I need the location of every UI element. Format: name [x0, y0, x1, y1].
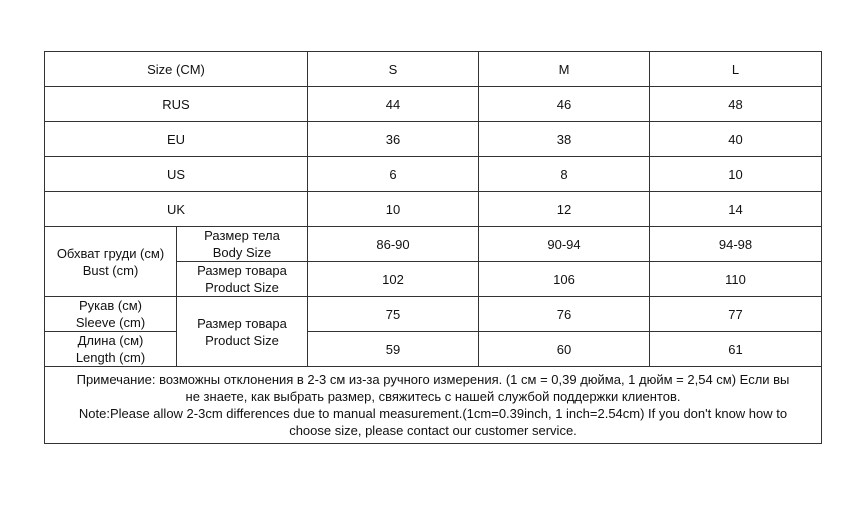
size-header-s: S	[308, 52, 479, 87]
product-size-label	[177, 262, 308, 297]
sleeve-label	[45, 297, 177, 332]
sleeve-label-ru: Рукав (см)	[79, 298, 142, 313]
product-size-label-en: Product Size	[205, 280, 279, 295]
cell-value: 59	[308, 332, 479, 367]
cell-value: 86-90	[308, 227, 479, 262]
note-ru-line-1: Примечание: возможны отклонения в 2-3 см из-за ручного измерения. (1 см = 0,39 дюйма, 1 дюйм = 2,54 см) Если вы	[76, 372, 790, 387]
table-row-rus	[45, 87, 822, 122]
length-label-ru: Длина (см)	[77, 333, 144, 348]
table-row-bust-body	[45, 227, 822, 262]
cell-value: 75	[308, 297, 479, 332]
cell-value: 12	[479, 192, 650, 227]
cell-value: 46	[479, 87, 650, 122]
cell-value: 10	[308, 192, 479, 227]
body-size-label	[177, 227, 308, 262]
cell-value: 60	[479, 332, 650, 367]
product-size-merged-ru: Размер товара	[197, 315, 287, 331]
bust-label-ru: Обхват груди (см)	[56, 245, 165, 261]
cell-value: 90-94	[479, 227, 650, 262]
table-row-length	[45, 332, 822, 367]
size-header-m: M	[479, 52, 650, 87]
body-size-label-ru: Размер тела	[204, 228, 280, 243]
note-cell	[45, 367, 822, 444]
bust-label	[45, 227, 177, 297]
table-row-eu	[45, 122, 822, 157]
cell-value: 110	[650, 262, 822, 297]
cell-value: 77	[650, 297, 822, 332]
size-chart-table	[44, 51, 822, 444]
cell-value: 106	[479, 262, 650, 297]
product-size-merged-label	[177, 297, 308, 367]
row-label: EU	[45, 122, 308, 157]
cell-value: 44	[308, 87, 479, 122]
size-header-label: Size (CM)	[45, 52, 308, 87]
cell-value: 10	[650, 157, 822, 192]
row-label: UK	[45, 192, 308, 227]
cell-value: 76	[479, 297, 650, 332]
cell-value: 61	[650, 332, 822, 367]
body-size-label-en: Body Size	[212, 245, 272, 260]
cell-value: 48	[650, 87, 822, 122]
cell-value: 40	[650, 122, 822, 157]
cell-value: 36	[308, 122, 479, 157]
table-row-us	[45, 157, 822, 192]
row-label: RUS	[45, 87, 308, 122]
length-label	[45, 332, 177, 367]
table-row-sleeve	[45, 297, 822, 332]
row-label: US	[45, 157, 308, 192]
cell-value: 14	[650, 192, 822, 227]
table-row-uk	[45, 192, 822, 227]
note-row	[45, 367, 822, 444]
header-row	[45, 52, 822, 87]
product-size-merged-en: Product Size	[205, 332, 279, 348]
cell-value: 102	[308, 262, 479, 297]
cell-value: 94-98	[650, 227, 822, 262]
product-size-label-ru: Размер товара	[197, 263, 287, 278]
sleeve-label-en: Sleeve (cm)	[75, 315, 146, 330]
size-header-l: L	[650, 52, 822, 87]
bust-label-en: Bust (cm)	[82, 262, 139, 278]
note-en-line-1: Note:Please allow 2-3cm differences due to manual measurement.(1cm=0.39inch, 1 inch=2.54cm) If you don't know how to	[78, 406, 788, 421]
length-label-en: Length (cm)	[75, 350, 146, 365]
note-en-line-2: choose size, please contact our customer service.	[289, 423, 577, 438]
note-ru-line-2: не знаете, как выбрать размер, свяжитесь с нашей службой поддержки клиентов.	[185, 389, 681, 404]
cell-value: 38	[479, 122, 650, 157]
cell-value: 6	[308, 157, 479, 192]
cell-value: 8	[479, 157, 650, 192]
